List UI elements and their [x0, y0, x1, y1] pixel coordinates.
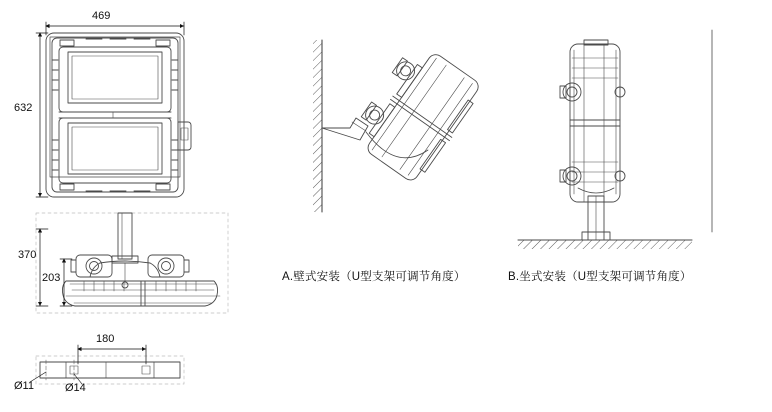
- dimension-label-180: 180: [96, 333, 115, 345]
- base-plate-geometry: [30, 356, 184, 384]
- front-view-geometry: [46, 33, 191, 197]
- dimension-label-370: 370: [18, 249, 37, 261]
- base-plate-dimensions: [78, 345, 146, 364]
- hole-callout-d11: Ø11: [14, 380, 34, 392]
- dimension-label-469: 469: [92, 10, 111, 22]
- wall-mount-geometry: [313, 39, 486, 212]
- side-view-dimensions: [36, 229, 72, 306]
- side-view-geometry: [36, 213, 228, 313]
- dimension-label-632: 632: [14, 102, 33, 114]
- wall-mount-caption: A.壁式安装（U型支架可调节角度）: [282, 271, 466, 283]
- hole-callout-d14: Ø14: [65, 382, 86, 394]
- floor-mount-geometry: [518, 30, 712, 249]
- floor-mount-caption: B.坐式安装（U型支架可调节角度）: [508, 271, 692, 283]
- dimension-label-203: 203: [42, 272, 61, 284]
